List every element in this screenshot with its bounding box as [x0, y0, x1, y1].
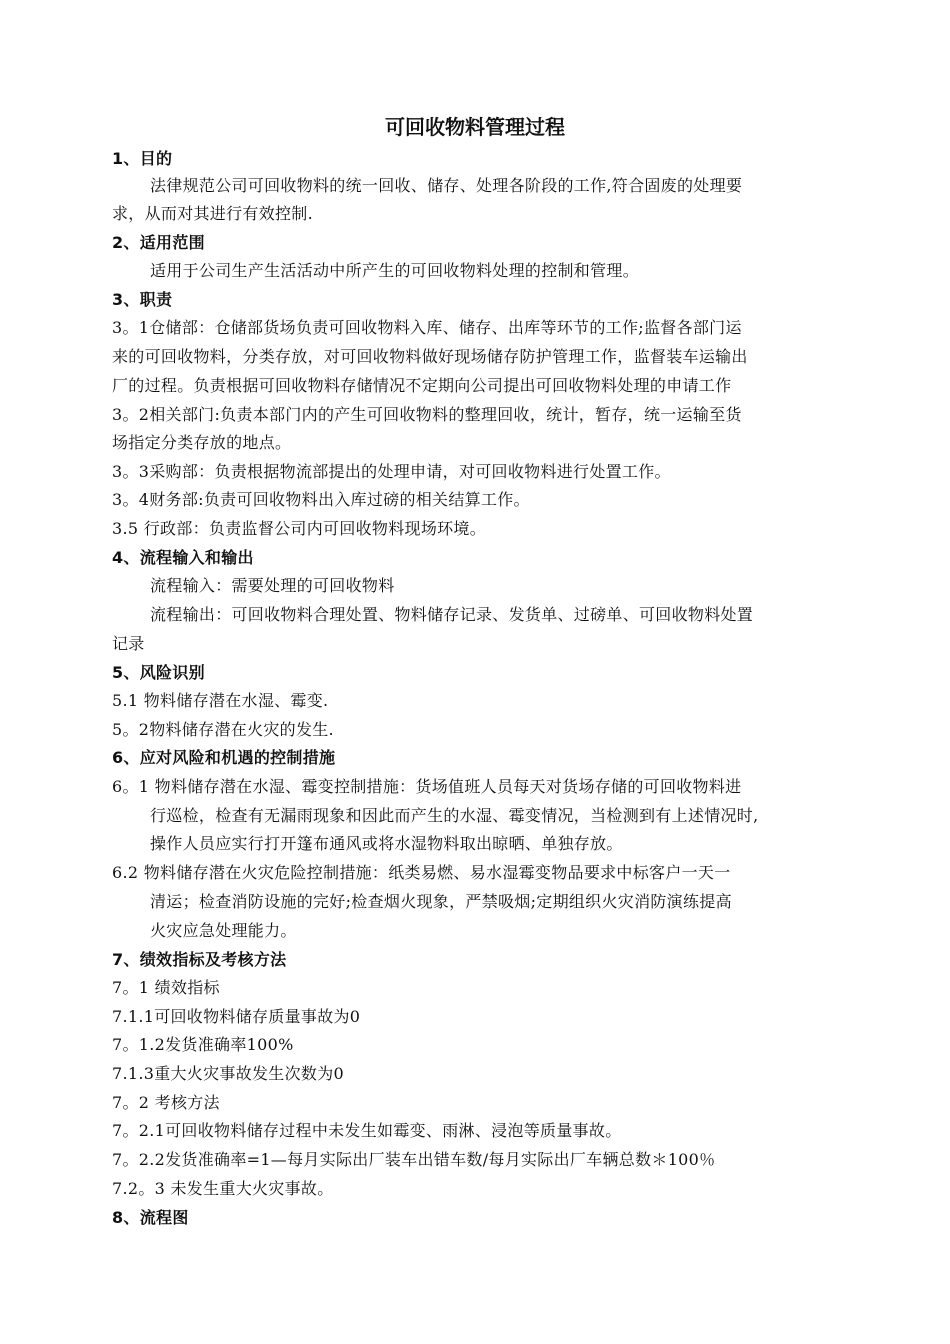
responsibility-line: 场指定分类存放的地点。	[112, 433, 292, 452]
performance-line: 7.1.3重大火灾事故发生次数为0	[112, 1064, 344, 1083]
purpose-paragraph-line-1: 法律规范公司可回收物料的统一回收、储存、处理各阶段的工作,符合固废的处理要	[150, 176, 743, 195]
process-input-line: 流程输入：需要处理的可回收物料	[150, 576, 395, 595]
performance-line: 7。1.2发货准确率100%	[112, 1035, 294, 1054]
section-heading-measures: 6、应对风险和机遇的控制措施	[112, 748, 336, 767]
measure-1-line-1: 6。1 物料储存潜在水湿、霉变控制措施：货场值班人员每天对货场存储的可回收物料进	[112, 777, 742, 796]
purpose-paragraph-line-2: 求，从而对其进行有效控制.	[112, 204, 313, 223]
measure-2-line-2: 清运；检查消防设施的完好;检查烟火现象，严禁吸烟;定期组织火灾消防演练提高	[150, 892, 732, 911]
responsibility-line: 厂的过程。负责根据可回收物料存储情况不定期向公司提出可回收物料处理的申请工作	[112, 376, 732, 395]
measure-1-line-2: 行巡检，检查有无漏雨现象和因此而产生的水湿、霉变情况，当检测到有上述情况时,	[150, 806, 759, 825]
measure-2-line-3: 火灾应急处理能力。	[150, 921, 297, 940]
responsibility-line: 3。4财务部:负责可回收物料出入库过磅的相关结算工作。	[112, 490, 530, 509]
performance-line: 7.2。3 未发生重大火灾事故。	[112, 1179, 334, 1198]
responsibility-line: 来的可回收物料，分类存放，对可回收物料做好现场储存防护管理工作，监督装车运输出	[112, 347, 748, 366]
section-heading-purpose: 1、目的	[112, 149, 173, 168]
performance-line: 7。2 考核方法	[112, 1093, 220, 1112]
performance-line: 7。2.1可回收物料储存过程中未发生如霉变、雨淋、浸泡等质量事故。	[112, 1121, 622, 1140]
measure-2-line-1: 6.2 物料储存潜在火灾危险控制措施：纸类易燃、易水湿霉变物品要求中标客户一天一	[112, 863, 731, 882]
scope-paragraph: 适用于公司生产生活活动中所产生的可回收物料处理的控制和管理。	[150, 261, 640, 280]
responsibility-line: 3。3采购部：负责根据物流部提出的处理申请，对可回收物料进行处置工作。	[112, 462, 671, 481]
responsibility-line: 3。2相关部门:负责本部门内的产生可回收物料的整理回收，统计，暂存，统一运输至货	[112, 405, 742, 424]
section-heading-risk: 5、风险识别	[112, 663, 205, 682]
section-heading-scope: 2、适用范围	[112, 233, 205, 252]
performance-line: 7。1 绩效指标	[112, 978, 220, 997]
section-heading-flowchart: 8、流程图	[112, 1208, 189, 1227]
section-heading-io: 4、流程输入和输出	[112, 548, 254, 567]
performance-line: 7.1.1可回收物料储存质量事故为0	[112, 1007, 361, 1026]
responsibility-line: 3。1仓储部：仓储部货场负责可回收物料入库、储存、出库等环节的工作;监督各部门运	[112, 318, 742, 337]
performance-line: 7。2.2发货准确率=1—每月实际出厂装车出错车数/每月实际出厂车辆总数＊100％	[112, 1150, 716, 1169]
risk-item: 5.1 物料储存潜在水湿、霉变.	[112, 691, 329, 710]
section-heading-performance: 7、绩效指标及考核方法	[112, 950, 287, 969]
process-output-line-2: 记录	[112, 634, 145, 653]
process-output-line-1: 流程输出：可回收物料合理处置、物料储存记录、发货单、过磅单、可回收物料处置	[150, 605, 754, 624]
section-heading-responsibilities: 3、职责	[112, 290, 173, 309]
measure-1-line-3: 操作人员应实行打开篷布通风或将水湿物料取出晾晒、单独存放。	[150, 834, 623, 853]
page-title: 可回收物料管理过程	[385, 115, 565, 139]
responsibility-line: 3.5 行政部：负责监督公司内可回收物料现场环境。	[112, 519, 487, 538]
risk-item: 5。2物料储存潜在火灾的发生.	[112, 720, 334, 739]
